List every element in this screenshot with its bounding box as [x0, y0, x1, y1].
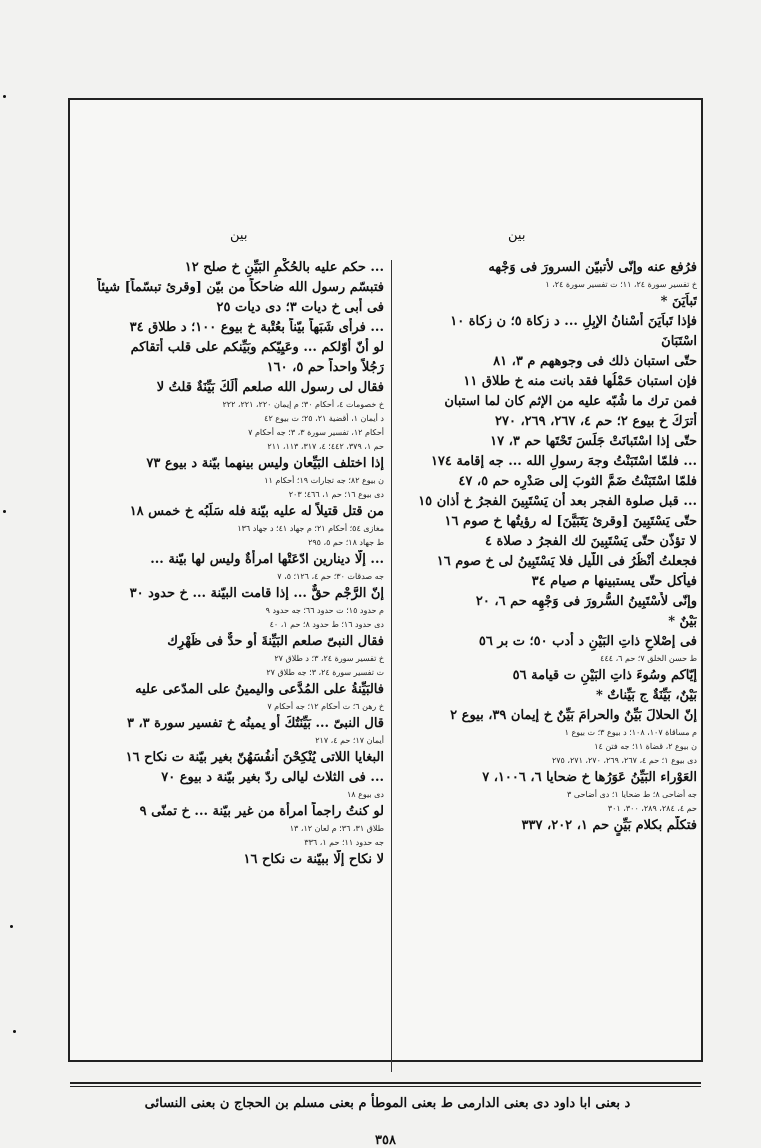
- entry-line: رَجُلاً واحداً حم ٥، ١٦٠: [266, 360, 384, 375]
- reference-line: ط حسن الخلق ٧؛ حم ٦، ٤٤٤: [600, 654, 697, 663]
- entry-line: فتبسّم رسول الله ضاحكاً من بيّن [وقرئ تبسّماً] شيئاً: [97, 280, 384, 295]
- entry-line: لو أنّ أوّلكم ... وعَيِيّكم وبَيِّنكم على قلب أتقاكم: [130, 340, 384, 355]
- entry-line: حتّى إذا اسْتَبانَتْ جَلَسَ تَحْتَها حم ٣، ١٧: [490, 434, 697, 449]
- columns: [70, 258, 705, 1148]
- reference-line: جه صدقات ٣٠؛ حم ٤، ١٢٦؛ ٥، ٧: [277, 572, 384, 581]
- entry-line: إيّاكم وسُوءَ ذاتِ البَيْنِ ت قيامة ٥٦: [512, 668, 697, 683]
- entry-line: ... قبل صلوة الفجر بعد أن يَسْتَبِينَ الفجرُ خ أذان ١٥: [418, 494, 697, 509]
- reference-line: أحكام ١٢، تفسير سورة ٣، ٣؛ جه أحكام ٧: [248, 428, 384, 437]
- reference-line: ن بيوع ٢، قضاة ١١؛ جه فتن ١٤: [594, 742, 697, 751]
- header-left: بين: [230, 228, 248, 243]
- margin-dot: [10, 925, 13, 928]
- reference-line: ط جهاد ١٨؛ حم ٥، ٢٩٥: [308, 538, 384, 547]
- entry-line: فلمّا اسْتَبَنْتُ ضَمَّ الثوبَ إلى صَدْرِه حم ٥، ٤٧: [458, 474, 697, 489]
- footer-rule: [70, 1082, 701, 1084]
- entry-line: فجعلتُ أنْظُرُ فى اللّيل فلا يَسْتَبِينُ لى خ صوم ١٦: [436, 554, 697, 569]
- entry-line: وإنّى لأَسْتَبِينُ السُّرورَ فى وَجْهِه حم ٦، ٢٠: [475, 594, 697, 609]
- reference-line: دى بيوع ١٨: [346, 790, 384, 799]
- entry-line: حتّى يَسْتَبِينَ [وقرئ يَتَبَيَّنَ] له رؤيتُها خ صوم ١٦: [444, 514, 697, 529]
- page-number: ٣٥٨: [375, 1133, 396, 1148]
- entry-line: إنّ الحلالَ بَيِّنٌ والحرامَ بَيِّنٌ خ إيمان ٣٩، بيوع ٢: [450, 708, 697, 723]
- entry-line: العَوْراء البَيِّنُ عَوَرُها خ ضحايا ٦، ١٠٠٦، ٧: [482, 770, 697, 785]
- entry-line: لو كنتُ راجماً امرأة من غير بيّنة ... خ تمنّى ٩: [139, 804, 384, 819]
- footer-rule: [70, 1086, 701, 1087]
- reference-line: خ تفسير سورة ٢٤، ١١؛ ت تفسير سورة ٢٤، ١: [545, 280, 697, 289]
- reference-line: حم ١، ٣٧٩، ٤٤٢؛ ٤، ٣١٧، ١١٣، ٢١١: [267, 442, 384, 451]
- entry-line: أترَكَ خ بيوع ٢؛ حم ٤، ٢٦٧، ٢٦٩، ٢٧٠: [494, 414, 697, 429]
- reference-line: م مساقاة ١٠٧، ١٠٨؛ د بيوع ٣؛ ت بيوع ١: [564, 728, 697, 737]
- entry-line: فى إصْلاحِ ذاتِ البَيْنِ د أدب ٥٠؛ ت بر ٥٦: [478, 634, 697, 649]
- entry-heading: اسْتَبَانَ: [661, 334, 697, 349]
- reference-line: خ خصومات ٤، أحكام ٣٠؛ م إيمان ٢٢٠، ٢٢١، ٢٢٢: [222, 400, 384, 409]
- right-column: [392, 258, 705, 1073]
- margin-dot: [13, 1030, 16, 1033]
- entry-line: فإن استبان حَمْلُها فقد بانت منه خ طلاق ١١: [463, 374, 697, 389]
- entry-line: ... حكم عليه بالحُكْمِ البَيِّنِ خ صلح ١٢: [184, 260, 384, 275]
- reference-line: دى حدود ١٦؛ ط حدود ٨؛ حم ١، ٤٠: [269, 620, 384, 629]
- reference-line: حم ٤، ٢٨٤، ٢٨٩، ٣٠٠، ٣٠١: [607, 804, 697, 813]
- entry-line: البغايا اللاتى يُنْكِحْنَ أنفُسَهُنّ بغير بيّنة ت نكاح ١٦: [125, 750, 384, 765]
- entry-line: قال النبىّ ... بَيِّنَتُكَ أو يمينُه خ تفسير سورة ٣، ٣: [126, 716, 384, 731]
- reference-line: د أيمان ١، أقضية ٢١، ٢٥؛ ت بيوع ٤٢: [264, 414, 384, 423]
- abbreviation-footer: د بعنى ابا داود دى بعنى الدارمى ط بعنى الموطأ م بعنى مسلم بن الحجاج ن بعنى النسائى: [144, 1096, 631, 1111]
- entry-line: فقال لى رسول الله صلعم أَلَكَ بَيِّنَةٌ قلتُ لا: [156, 380, 384, 395]
- entry-line: فإذا تَباَيَنَ أَسْنانُ الإبِلِ ... د زكاة ٥؛ ن زكاة ١٠: [450, 314, 697, 329]
- margin-dot: [3, 510, 6, 513]
- entry-line: فيأكل حتّى يستبينها م صيام ٣٤: [531, 574, 697, 589]
- entry-line: فرُفع عنه وإنّى لأتبيّن السرورَ فى وَجْهه: [488, 260, 697, 275]
- entry-line: ... فرأى شَبَهاً بيّناً بعُتْبة خ بيوع ١٠٠؛ د طلاق ٣٤: [129, 320, 384, 335]
- reference-line: م حدود ١٥؛ ت حدود ٦٦؛ جه حدود ٩: [265, 606, 384, 615]
- left-column: [70, 258, 392, 1073]
- reference-line: ت تفسير سورة ٢٤، ٣؛ جه طلاق ٢٧: [266, 668, 384, 677]
- entry-line: فقال النبىّ صلعم البَيِّنةَ أو حدٌّ فى ظَهْرِك: [167, 634, 384, 649]
- reference-line: جه حدود ١١؛ حم ١، ٣٣٦: [304, 838, 384, 847]
- reference-line: خ تفسير سورة ٢٤، ٣؛ د طلاق ٢٧: [274, 654, 384, 663]
- reference-line: جه أضاحى ٨؛ ط ضحايا ١؛ دى أضاحى ٣: [567, 790, 697, 799]
- entry-heading: بَيْنٌ *: [668, 614, 697, 629]
- reference-line: دى بيوع ١؛ حم ٤، ٢٦٧، ٢٦٩، ٢٧٠، ٢٧١، ٢٧٥: [551, 756, 697, 765]
- reference-line: خ رهن ٦؛ ت أحكام ١٢؛ جه أحكام ٧: [267, 702, 384, 711]
- entry-line: فمن ترك ما شُبّه عليه من الإثم كان لما استبان: [444, 394, 697, 409]
- header-right: بين: [508, 228, 526, 243]
- entry-line: ... فلمّا اسْتَبَنْتُ وجهَ رسولِ الله ... جه إقامة ١٧٤: [430, 454, 697, 469]
- reference-line: طلاق ٣١، ٣٦؛ م لعان ١٢، ١٣: [289, 824, 384, 833]
- entry-line: ... فى الثلاث ليالى ردّ بغير بيّنة د بيوع ٧٠: [161, 770, 384, 785]
- entry-line: من قتل قتيلاً له عليه بيّنة فله سَلَبُه خ خمس ١٨: [129, 504, 384, 519]
- reference-line: أيمان ١٧؛ حم ٤، ٢١٧: [315, 736, 384, 745]
- entry-line: حتّى استبان ذلك فى وجوههم م ٣، ٨١: [493, 354, 697, 369]
- entry-line: فالبَيِّنةُ على المُدَّعى واليمينُ على المدّعى عليه: [135, 682, 384, 697]
- reference-line: دى بيوع ١٦؛ حم ١، ٤٦٦؛ ٢٠٣: [288, 490, 384, 499]
- column-divider: [391, 260, 392, 1072]
- page-frame: [68, 98, 703, 1148]
- reference-line: ن بيوع ٨٢؛ جه تجارات ١٩؛ أحكام ١١: [264, 476, 384, 485]
- reference-line: مغازى ٥٤؛ أحكام ٢١؛ م جهاد ٤١؛ د جهاد ١٣٦: [237, 524, 384, 533]
- entry-line: ... إلّا دينارين ادّعَتْها امرأةٌ وليس لها بيّنة ...: [150, 552, 384, 567]
- entry-line: إذا اختلف البَيِّعان وليس بينهما بيّنة د بيوع ٧٣: [146, 456, 384, 471]
- entry-line: إنّ الرَّجْم حقٌّ ... إذا قامت البيّنة ... خ حدود ٣٠: [129, 586, 384, 601]
- entry-line: لا نكاح إلّا ببيّنة ت نكاح ١٦: [243, 852, 384, 867]
- margin-dot: [3, 95, 6, 98]
- entry-line: فى أبى خ ديات ٣؛ دى ديات ٢٥: [216, 300, 384, 315]
- entry-heading: بَيْنٌ، بَيِّنَةٌ ج بَيِّناتٌ *: [595, 688, 697, 703]
- entry-heading: تَباَيَنَ *: [660, 294, 697, 309]
- entry-line: فتكلّم بكلام بَيِّنٍ حم ١، ٢٠٢، ٣٣٧: [521, 818, 697, 833]
- entry-line: لا تؤذّن حتّى يَسْتَبِينَ لك الفجرُ د صلاة ٤: [485, 534, 697, 549]
